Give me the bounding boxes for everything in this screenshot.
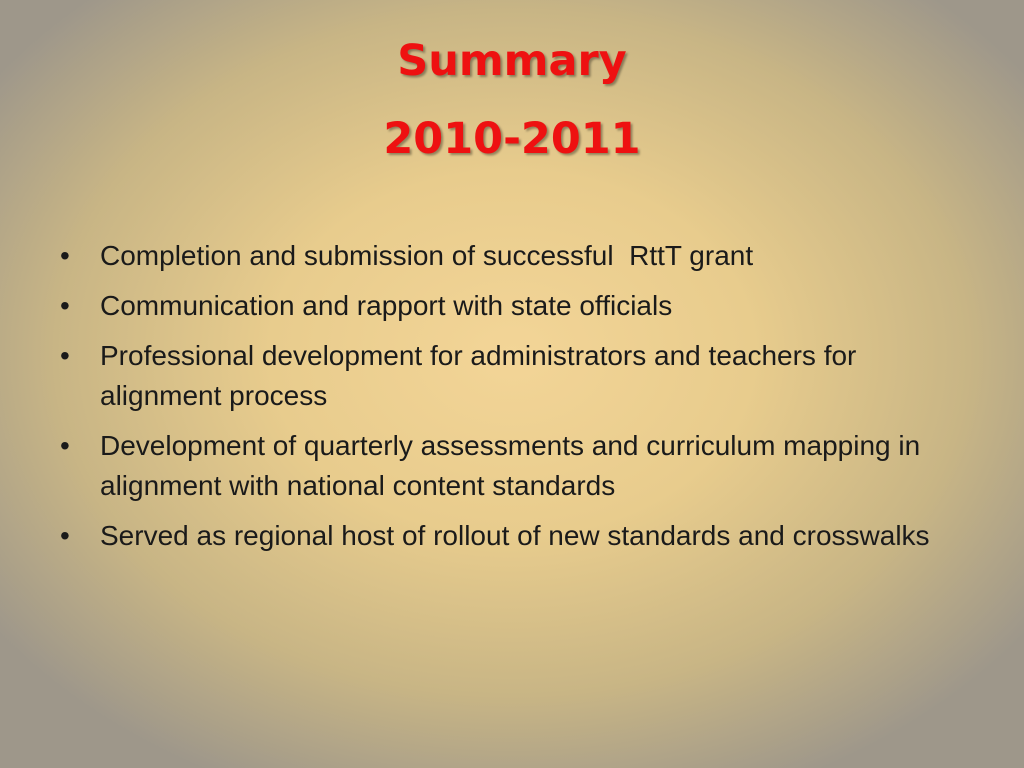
bullet-item xyxy=(56,236,956,276)
bullet-icon: • xyxy=(60,240,70,271)
bullet-icon: • xyxy=(60,430,70,461)
bullet-text: Professional development for administrators and teachers for alignment process xyxy=(100,340,857,411)
bullet-item xyxy=(56,426,956,506)
bullet-text: Communication and rapport with state officials xyxy=(100,290,673,321)
bullet-list xyxy=(56,236,956,566)
bullet-text: Completion and submission of successful RttT grant xyxy=(100,240,754,271)
bullet-icon: • xyxy=(60,520,70,551)
title-line-1: Summary xyxy=(397,36,627,86)
slide-title xyxy=(0,22,1024,178)
bullet-item xyxy=(56,286,956,326)
bullet-icon: • xyxy=(60,290,70,321)
bullet-item xyxy=(56,516,956,556)
bullet-item xyxy=(56,336,956,416)
title-line-2: 2010-2011 xyxy=(383,114,641,164)
bullet-icon: • xyxy=(60,340,70,371)
bullet-text: Development of quarterly assessments and curriculum mapping in alignment with national content standards xyxy=(100,430,921,501)
bullet-text: Served as regional host of rollout of new standards and crosswalks xyxy=(100,520,930,551)
